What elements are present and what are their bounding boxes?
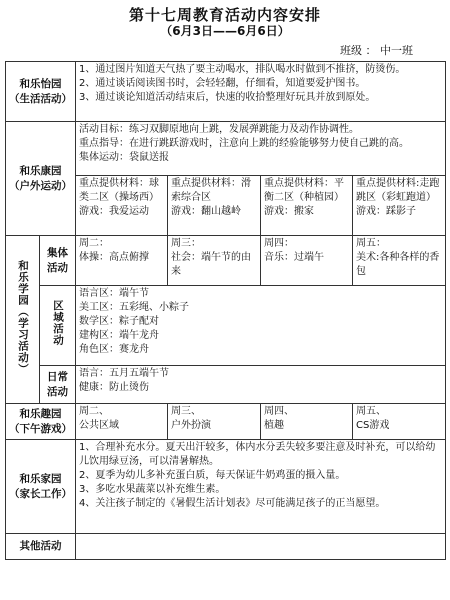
day-content: CS游戏 xyxy=(356,420,390,431)
life-name: 和乐怡园 xyxy=(19,77,62,90)
home-item: 4、关注孩子制定的《暑假生活计划表》尽可能满足孩子的正当愿望。 xyxy=(79,498,386,509)
area-game: 游戏：我爱运动 xyxy=(79,206,149,217)
home-item: 2、夏季为幼儿多补充蛋白质，每天保证牛奶鸡蛋的摄入量。 xyxy=(79,470,346,481)
area-item: 数学区：粽子配对 xyxy=(79,316,159,327)
learn-area-label xyxy=(40,286,76,366)
daily-item: 语言：五月五端午节 xyxy=(79,368,169,379)
day-label: 周四、 xyxy=(264,406,294,417)
group-day-4 xyxy=(353,236,446,286)
health-area-4 xyxy=(353,176,446,236)
day-content: 美术:各种各样的香包 xyxy=(356,252,440,277)
day-content: 音乐：过端午 xyxy=(264,252,324,263)
day-content: 社会：端午节的由来 xyxy=(171,252,251,277)
page-title: 第十七周教育活动内容安排 xyxy=(128,6,321,24)
day-content: 公共区域 xyxy=(79,420,119,431)
other-section-label xyxy=(6,534,76,560)
health-goals xyxy=(76,122,446,176)
area-material: 重点提供材料：平衡二区（种植园） xyxy=(264,178,344,203)
schedule-table xyxy=(5,61,446,560)
life-item: 1、通过图片知道天气热了要主动喝水，排队喝水时做到不推挤，防烫伤。 xyxy=(79,64,406,75)
area-material: 重点提供材料：滑索综合区 xyxy=(171,178,251,203)
area-item: 建构区：端午龙舟 xyxy=(79,330,159,341)
health-goal: 活动目标：练习双脚原地向上跳，发展弹跳能力及动作协调性。 xyxy=(79,124,359,135)
area-item: 美工区：五彩绳、小粽子 xyxy=(79,302,189,313)
health-area-2 xyxy=(168,176,261,236)
day-content: 植趣 xyxy=(264,420,284,431)
health-row-top xyxy=(6,122,446,176)
learn-area-label-text: 区域活动 xyxy=(52,300,64,346)
area-game: 游戏：翻山越岭 xyxy=(171,206,241,217)
health-section-label xyxy=(6,122,76,236)
home-sub: （家长工作） xyxy=(9,487,72,500)
day-label: 周二： xyxy=(79,238,109,249)
day-label: 周三、 xyxy=(171,406,201,417)
learn-group-label-text: 集体活动 xyxy=(47,246,68,274)
home-name: 和乐家园 xyxy=(19,472,62,485)
life-section-label xyxy=(6,62,76,122)
learn-daily-label xyxy=(40,366,76,404)
home-item: 1、合理补充水分。夏天出汗较多，体内水分丢失较多要注意及时补充，可以给幼儿饮用绿豆汤，可以清暑解热。 xyxy=(79,442,436,467)
health-focus: 重点指导：在进行跳跃游戏时，注意向上跳的经验能够努力使自己跳的高。 xyxy=(79,138,409,149)
fun-name: 和乐趣园 xyxy=(19,407,62,420)
day-label: 周二、 xyxy=(79,406,109,417)
fun-row xyxy=(6,404,446,440)
fun-day-1 xyxy=(76,404,168,440)
fun-day-3 xyxy=(261,404,353,440)
fun-section-label xyxy=(6,404,76,440)
area-material: 重点提供材料:走跑跳区（彩虹跑道） xyxy=(356,178,440,203)
area-game: 游戏：踩影子 xyxy=(356,206,416,217)
day-label: 周五： xyxy=(356,238,386,249)
class-info: 班级 ： 中一班 xyxy=(340,44,413,57)
learn-section-label xyxy=(6,236,40,404)
life-item: 3、通过谈论知道活动结束后，快速的收拾整理好玩具并放到原处。 xyxy=(79,92,376,103)
home-item: 3、多吃水果蔬菜以补充维生素。 xyxy=(79,484,226,495)
learn-group-label xyxy=(40,236,76,286)
area-item: 角色区：赛龙舟 xyxy=(79,344,149,355)
day-label: 周四： xyxy=(264,238,294,249)
group-day-2 xyxy=(168,236,261,286)
fun-day-4 xyxy=(353,404,446,440)
home-row xyxy=(6,440,446,534)
day-label: 周三： xyxy=(171,238,201,249)
learn-daily-label-text: 日常活动 xyxy=(47,370,68,398)
other-name: 其他活动 xyxy=(19,540,62,552)
life-sub: （生活活动） xyxy=(9,92,72,105)
area-item: 语言区：端午节 xyxy=(79,288,149,299)
home-section-label xyxy=(6,440,76,534)
health-sub: （户外运动） xyxy=(9,179,72,192)
learn-row-group xyxy=(6,236,446,286)
life-item: 2、通过谈话阅读图书时，会轻轻翻，仔细看，知道要爱护图书。 xyxy=(79,78,366,89)
day-content: 体操：高点俯撑 xyxy=(79,252,149,263)
health-area-3 xyxy=(261,176,353,236)
fun-day-2 xyxy=(168,404,261,440)
group-day-1 xyxy=(76,236,168,286)
health-area-1 xyxy=(76,176,168,236)
health-name: 和乐康园 xyxy=(19,164,62,177)
daily-item: 健康：防止烫伤 xyxy=(79,382,149,393)
day-content: 户外扮演 xyxy=(171,420,211,431)
learn-area-list xyxy=(76,286,446,366)
area-material: 重点提供材料：球类二区（操场西） xyxy=(79,178,159,203)
health-group: 集体运动：袋鼠送报 xyxy=(79,152,169,163)
day-label: 周五、 xyxy=(356,406,386,417)
fun-sub: （下午游戏） xyxy=(9,422,72,435)
learn-name: 和乐学园（学习活动） xyxy=(17,259,29,375)
area-game: 游戏：搬家 xyxy=(264,206,314,217)
group-day-3 xyxy=(261,236,353,286)
learn-row-daily xyxy=(6,366,446,404)
other-row xyxy=(6,534,446,560)
learn-row-areas xyxy=(6,286,446,366)
learn-daily-list xyxy=(76,366,446,404)
home-content xyxy=(76,440,446,534)
other-content xyxy=(76,534,446,560)
life-row xyxy=(6,62,446,122)
date-range: （6月3日——6月6日） xyxy=(160,24,290,38)
life-content xyxy=(76,62,446,122)
